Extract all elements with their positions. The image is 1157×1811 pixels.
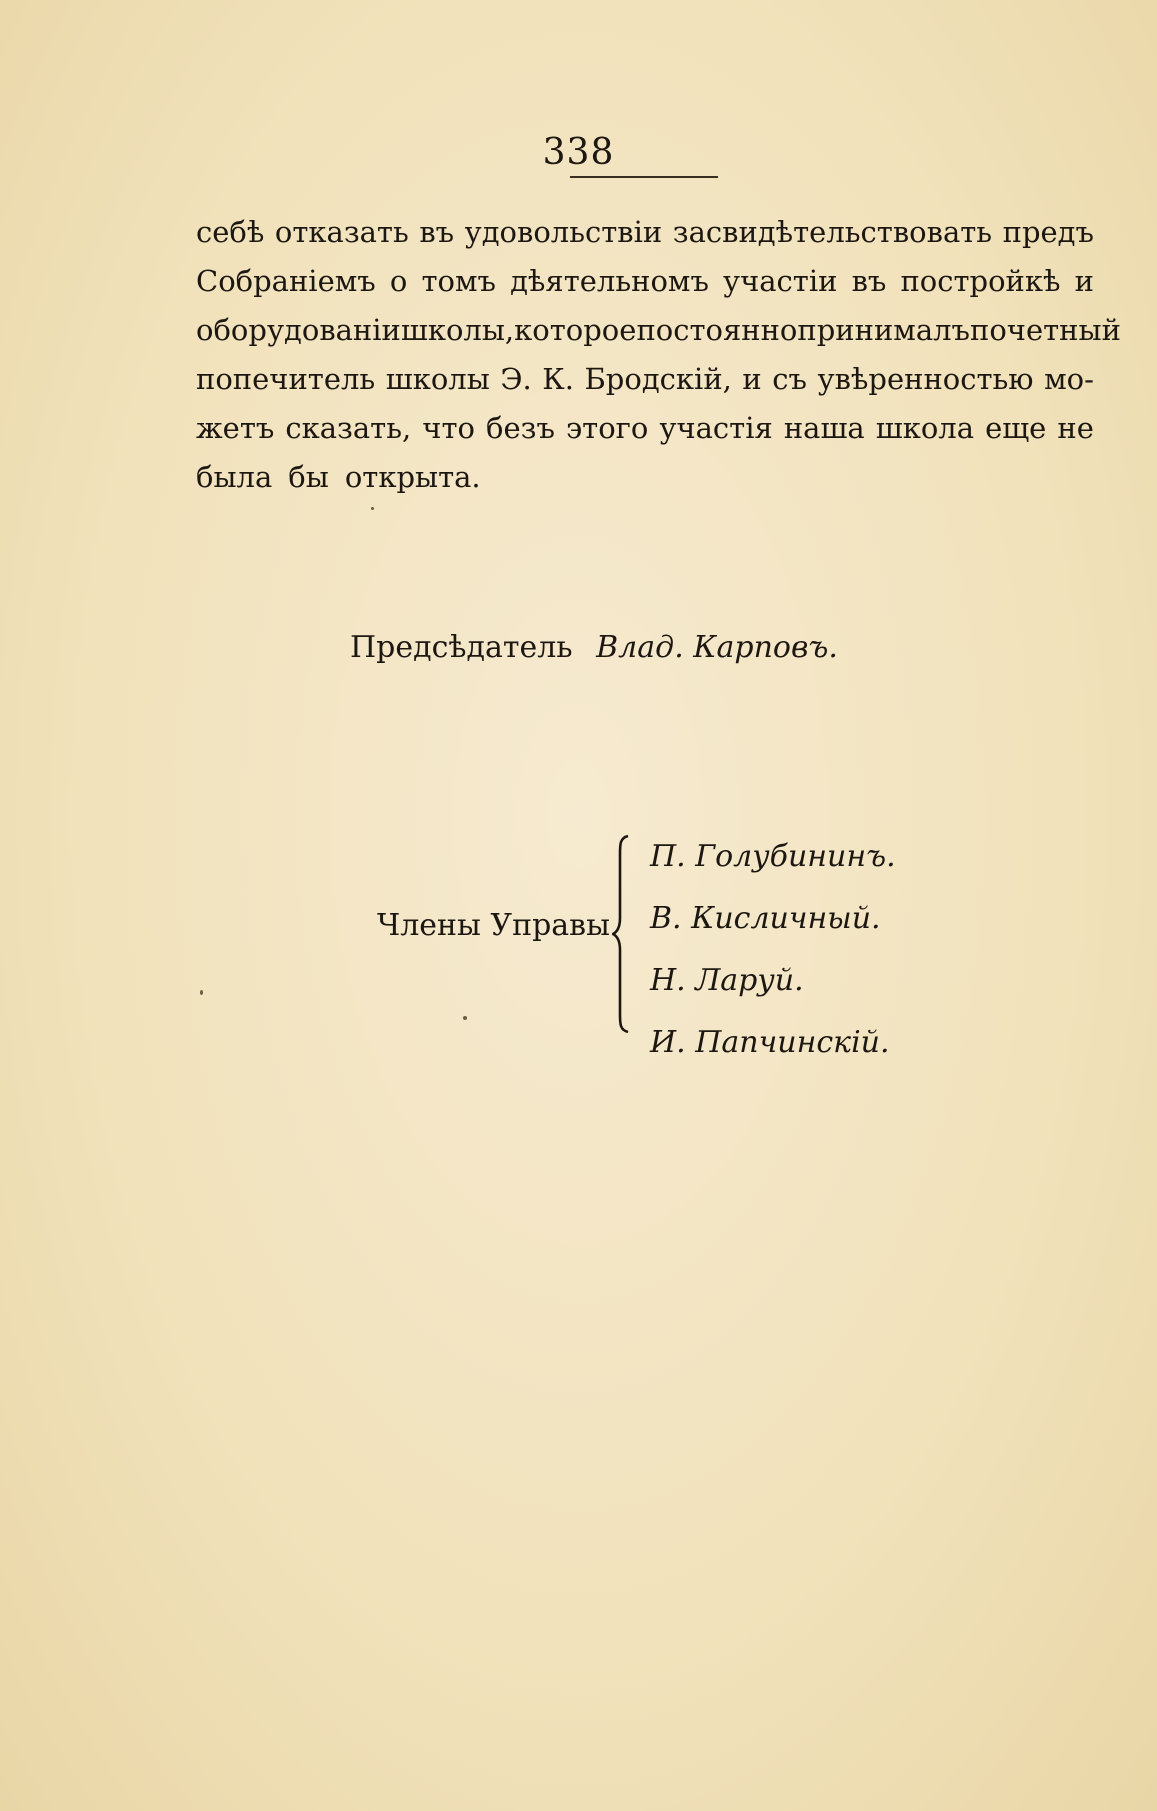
paragraph-word: постройкѣ [900, 264, 1061, 298]
curly-brace-icon [612, 834, 632, 1034]
paragraph-word: жетъ [196, 411, 275, 445]
paragraph-word: безъ [486, 411, 555, 445]
paragraph-word: наша [783, 411, 865, 445]
paper-speck [371, 507, 374, 510]
paragraph-word: К. [542, 362, 574, 396]
paragraph-word: попечитель [196, 362, 376, 396]
board-member: В. Кисличный. [650, 901, 881, 936]
paragraph-word: оборудованіи [196, 313, 401, 347]
board-members [650, 826, 896, 1074]
paragraph-word: еще [985, 411, 1047, 445]
paragraph-word: открыта. [344, 460, 481, 494]
paragraph-word: предъ [1002, 215, 1094, 249]
chairman-name: Влад. Карповъ. [596, 630, 838, 665]
paragraph-word: принималъ [797, 313, 970, 347]
chairman-title: Предсѣдатель [350, 630, 573, 665]
paragraph-word: участіи [723, 264, 838, 298]
board-label: Члены Управы [377, 908, 610, 943]
paragraph-word: въ [851, 264, 887, 298]
paragraph-line [196, 208, 1094, 257]
paragraph-word: почетный [970, 313, 1121, 347]
paragraph-word: сказать, [285, 411, 412, 445]
paragraph-word: школы [385, 362, 490, 396]
paragraph-word: засвидѣтельствовать [672, 215, 993, 249]
page-number: 338 [542, 132, 615, 173]
chairman-signature [350, 630, 838, 665]
paragraph-word: томъ [421, 264, 496, 298]
paragraph-word: удовольствіи [464, 215, 663, 249]
paragraph-word: участія [659, 411, 773, 445]
paragraph-word: не [1057, 411, 1094, 445]
paper-speck [463, 1016, 467, 1020]
paragraph-word: отказать [274, 215, 409, 249]
paragraph-word: увѣренностью [817, 362, 1034, 396]
paragraph-line [196, 453, 1094, 502]
paragraph-word: и [1074, 264, 1094, 298]
paragraph-word: Собраніемъ [196, 264, 376, 298]
paragraph-line [196, 355, 1094, 404]
paragraph-word: съ [772, 362, 807, 396]
paragraph-line [196, 404, 1094, 453]
paragraph-word: школа [875, 411, 975, 445]
paragraph-word: и [742, 362, 762, 396]
paragraph-word: бы [288, 460, 329, 494]
paragraph-word: что [422, 411, 475, 445]
board-member: И. Папчинскій. [650, 1025, 890, 1060]
paragraph-word: въ [419, 215, 455, 249]
paragraph-word: этого [565, 411, 649, 445]
paragraph-word: себѣ [196, 215, 265, 249]
paragraph-word: которое [514, 313, 637, 347]
paragraph-word: о [389, 264, 408, 298]
paragraph-line [196, 257, 1094, 306]
paragraph-word: дѣятельномъ [510, 264, 709, 298]
board-member: П. Голубининъ. [650, 839, 896, 874]
board-member: Н. Ларуй. [650, 963, 804, 998]
paragraph-line [196, 306, 1121, 355]
paragraph-word: Бродскій, [584, 362, 732, 396]
paragraph-word: мо- [1044, 362, 1094, 396]
paragraph-word: школы, [400, 313, 515, 347]
paragraph-word: была [196, 460, 273, 494]
header-rule [570, 176, 718, 178]
paragraph-word: Э. [500, 362, 532, 396]
paper-speck [200, 990, 203, 995]
paragraph-word: постоянно [636, 313, 798, 347]
paragraph [196, 208, 1121, 502]
